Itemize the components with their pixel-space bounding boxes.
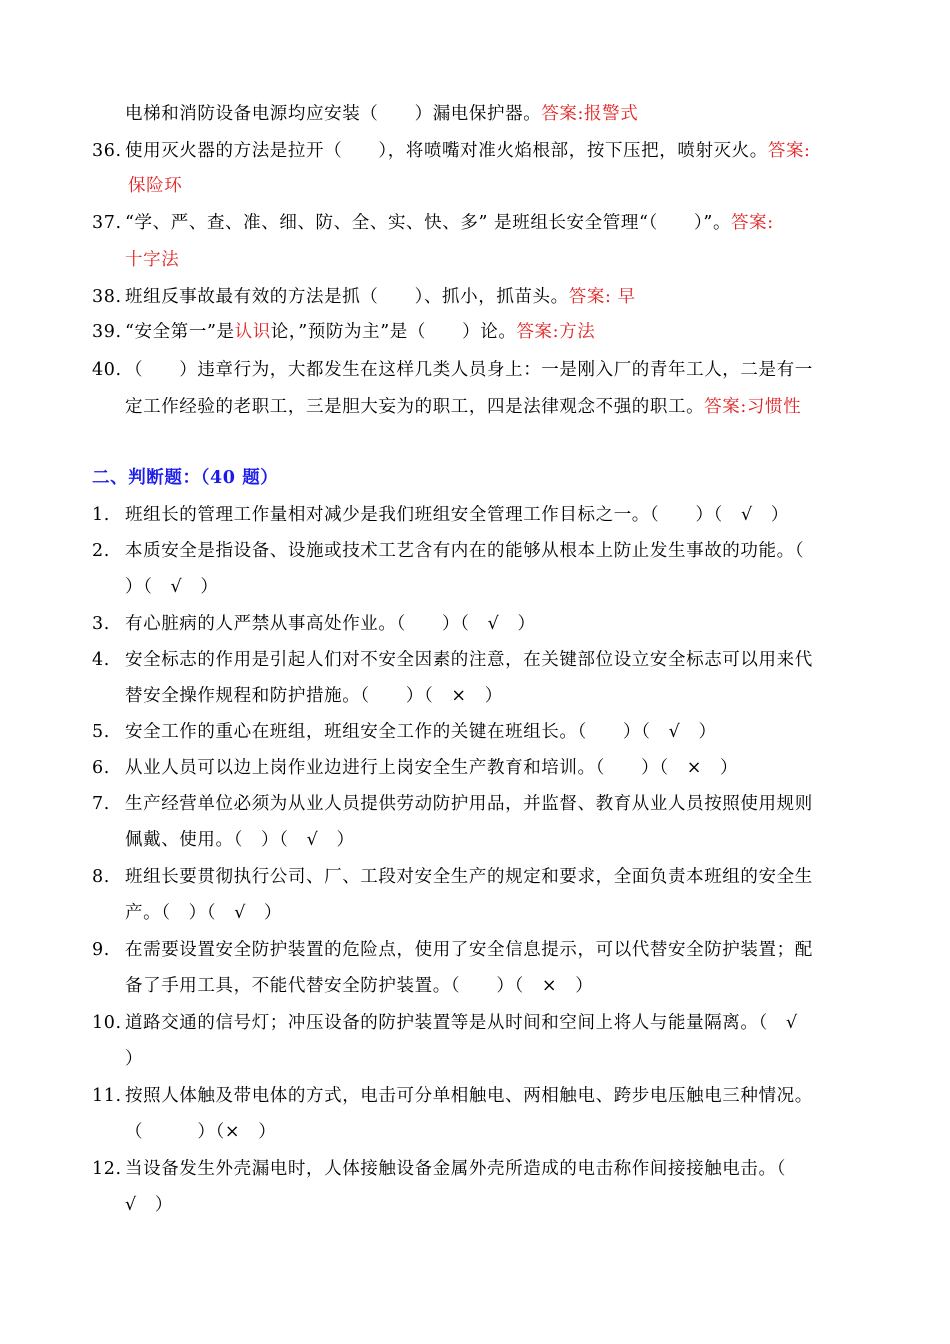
- question-number: 2.: [92, 541, 110, 561]
- judge-item-line: 替安全操作规程和防护措施。（ ）（ × ）: [125, 686, 503, 706]
- fill-item-line: 班组反事故最有效的方法是抓（ ）、抓小，抓苗头。答案: 早: [125, 287, 636, 307]
- question-number: 1.: [92, 505, 110, 525]
- question-number: 3.: [92, 614, 110, 634]
- fill-item-line: 电梯和消防设备电源均应安装（ ）漏电保护器。答案:报警式: [125, 104, 639, 124]
- judge-item-line: √ ）: [125, 1195, 173, 1215]
- answer-text: 答案:: [731, 213, 774, 233]
- judge-item-line: （ ）（× ）: [125, 1122, 277, 1142]
- question-number: 11.: [92, 1086, 122, 1106]
- answer-text: 答案:习惯性: [704, 397, 802, 417]
- question-number: 7.: [92, 794, 110, 814]
- fill-item-line: “学、严、查、准、细、防、全、实、快、多” 是班组长安全管理“（ ）”。答案:: [125, 213, 774, 233]
- question-number: 8.: [92, 867, 110, 887]
- judge-item-line: 本质安全是指设备、设施或技术工艺含有内在的能够从根本上防止发生事故的功能。（: [125, 541, 805, 561]
- judge-item-line: 生产经营单位必须为从业人员提供劳动防护用品，并监督、教育从业人员按照使用规则: [125, 794, 813, 814]
- question-number: 6.: [92, 758, 110, 778]
- judge-item-line: 备了手用工具，不能代替安全防护装置。（ ）（ × ）: [125, 976, 594, 996]
- fill-item-line: “安全第一”是认识论，”预防为主”是（ ）论。答案:方法: [125, 322, 596, 342]
- judge-item-line: 产。（ ）（ √ ）: [125, 903, 283, 923]
- fill-item-line: [125, 250, 179, 270]
- answer-text: 保险环: [128, 176, 183, 196]
- judge-item-line: 按照人体触及带电体的方式，电击可分单相触电、两相触电、跨步电压触电三种情况。: [125, 1086, 813, 1106]
- judge-item-line: 安全标志的作用是引起人们对不安全因素的注意，在关键部位设立安全标志可以用来代: [125, 650, 813, 670]
- judge-item-line: 佩戴、使用。（ ）（ √ ）: [125, 830, 355, 850]
- section-title: 二、判断题：（40 题）: [92, 468, 279, 488]
- highlight-text: 认识: [234, 322, 271, 342]
- fill-item-line: （ ）违章行为，大都发生在这样几类人员身上：一是刚入厂的青年工人，二是有一: [125, 360, 813, 380]
- judge-item-line: 在需要设置安全防护装置的危险点，使用了安全信息提示，可以代替安全防护装置；配: [125, 940, 813, 960]
- judge-item-line: ）（ √ ）: [125, 577, 219, 597]
- question-number: 40.: [92, 360, 122, 380]
- judge-item-line: 道路交通的信号灯；冲压设备的防护装置等是从时间和空间上将人与能量隔离。（ √: [125, 1013, 798, 1033]
- question-number: 12.: [92, 1159, 122, 1179]
- answer-text: 答案: 早: [568, 287, 636, 307]
- question-number: 37.: [92, 213, 122, 233]
- answer-text: 十字法: [125, 250, 180, 270]
- fill-item-line: 定工作经验的老职工，三是胆大妄为的职工，四是法律观念不强的职工。答案:习惯性: [125, 397, 802, 417]
- judge-item-line: 安全工作的重心在班组，班组安全工作的关键在班组长。（ ）（ √ ）: [125, 722, 717, 742]
- question-number: 38.: [92, 287, 122, 307]
- judge-item-line: 有心脏病的人严禁从事高处作业。（ ）（ √ ）: [125, 614, 536, 634]
- judge-item-line: 班组长的管理工作量相对减少是我们班组安全管理工作目标之一。（ ）（ √ ）: [125, 505, 789, 525]
- judge-item-line: 从业人员可以边上岗作业边进行上岗安全生产教育和培训。（ ）（ × ）: [125, 758, 739, 778]
- judge-item-line: ）: [125, 1049, 144, 1069]
- question-number: 4.: [92, 650, 110, 670]
- answer-text: 答案:报警式: [541, 104, 639, 124]
- question-number: 36.: [92, 141, 122, 161]
- fill-item-line: [128, 176, 182, 196]
- question-number: 39.: [92, 322, 122, 342]
- question-number: 10.: [92, 1013, 122, 1033]
- answer-text: 答案:方法: [516, 322, 596, 342]
- judge-item-line: 班组长要贯彻执行公司、厂、工段对安全生产的规定和要求，全面负责本班组的安全生: [125, 867, 813, 887]
- question-number: 9.: [92, 940, 110, 960]
- judge-item-line: 当设备发生外壳漏电时，人体接触设备金属外壳所造成的电击称作间接接触电击。（: [125, 1159, 786, 1179]
- question-number: 5.: [92, 722, 110, 742]
- fill-item-line: 使用灭火器的方法是拉开（ ），将喷嘴对准火焰根部，按下压把，喷射灭火。答案:: [125, 141, 811, 161]
- answer-text: 答案:: [767, 141, 811, 161]
